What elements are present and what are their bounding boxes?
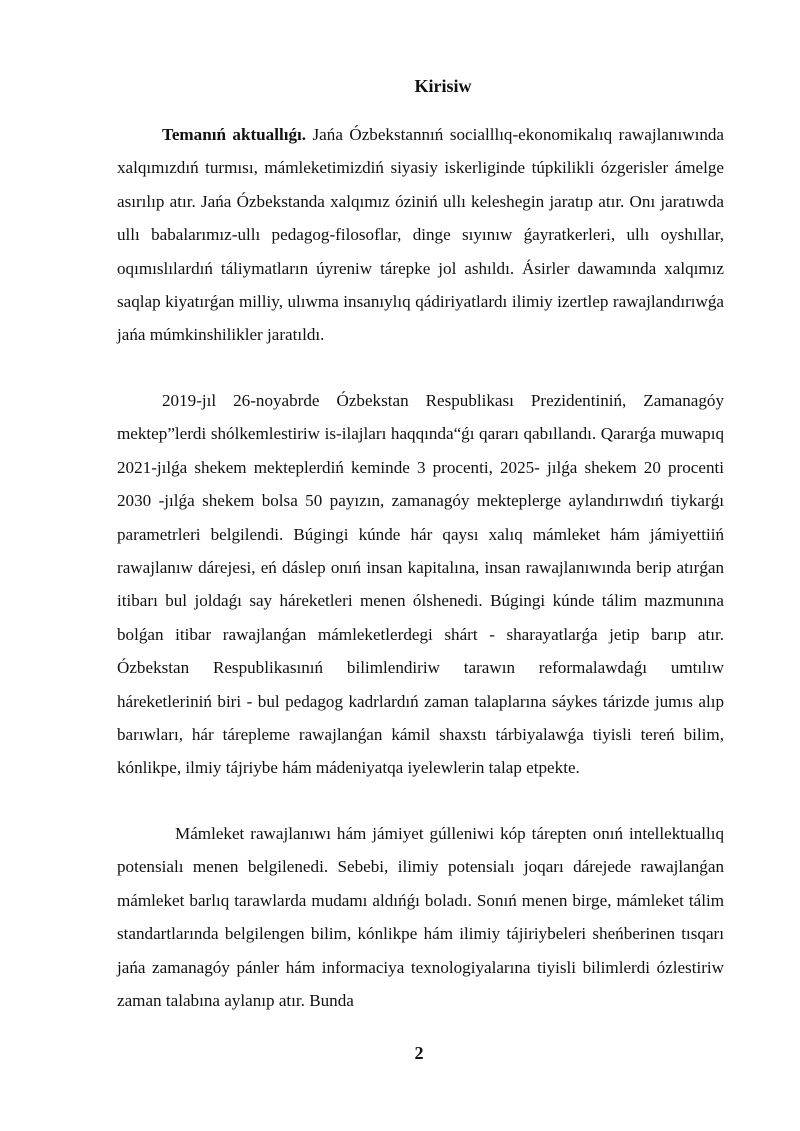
paragraph-3 [117, 817, 724, 1017]
paragraph-3-text: Mámleket rawajlanıwı hám jámiyet gúlleniwi kóp tárepten onıń intellektuallıq potensialı menen belgilenedi. Sebebi, ilimiy potensialı joqarı dárejede rawajlanǵan mámleket barlıq tarawlarda mudamı aldıńǵı boladı. Sonıń menen birge, mámleket tálim standartlarında belgilengen bilim, kónlikpe hám ilimiy tájiriybeleri sheńberinen tısqarı jańa zamanagóy pánler hám informaciya texnologiyalarına tiyisli bilimlerdi ózlestiriw zaman talabına aylanıp atır. Bunda [117, 824, 724, 1011]
paragraph-2-text: 2019-jıl 26-noyabrde Ózbekstan Respublikası Prezidentiniń, Zamanagóy mektep”lerdi shólkemlestiriw is-ilajları haqqında“ǵı qararı qabıllandı. Qararǵa muwapıq 2021-jılǵa shekem mekteplerdiń keminde 3 procenti, 2025- jılǵa shekem 20 procenti 2030 -jılǵa shekem bolsa 50 payızın, zamanagóy mekteplerge aylandırıwdıń tiykarǵı parametrleri belgilendi. Búgingi kúnde hár qaysı xalıq mámleket hám jámiyettiiń rawajlanıw dárejesi, eń dáslep onıń insan kapitalına, insan rawajlanıwında berip atırǵan itibarı bul joldaǵı say háreketleri menen ólshenedi. Búgingi kúnde tálim mazmunına bolǵan itibar rawajlanǵan mámleketlerdegi shárt - sharayatlarǵa jetip barıp atır. Ózbekstan Respublikasınıń bilimlendiriw tarawın reformalawdaǵı umtılıw háreketleriniń biri - bul pedagog kadrlardıń zaman talaplarına sáykes tárizde jumıs alıp barıwları, hár tárepleme rawajlanǵan kámil shaxstı tárbiyalawǵa tiyisli tereń bilim, kónlikpe, ilmiy tájriybe hám mádeniyatqa iyelewlerin talap etpekte. [117, 391, 724, 778]
paragraph-1 [117, 118, 724, 352]
topic-relevance-heading: Temanıń aktuallıǵı. [162, 125, 307, 144]
section-title: Kirisiw [414, 76, 472, 96]
page-number: 2 [414, 1043, 424, 1063]
paragraph-2 [117, 384, 724, 785]
paragraph-1-text: Jańa Ózbekstannıń socialllıq-ekonomikalıq rawajlanıwında xalqımızdıń turmısı, mámleketimizdiń siyasiy iskerliginde túpkilikli ózgerisler ámelge asırılıp atır. Jańa Ózbekstanda xalqımız óziniń ullı keleshegin jaratıp atır. Onı jaratıwda ullı babalarımız-ullı pedagog-filosoflar, dinge sıyınıw ǵayratkerleri, ullı oyshıllar, oqımıslılardıń táliymatların úyreniw tárepke jol ashıldı. Ásirler dawamında xalqımız saqlap kiyatırǵan milliy, ulıwma insanıylıq qádiriyatlardı ilimiy izertlep rawajlandırıwǵa jańa múmkinshilikler jaratıldı. [117, 125, 725, 345]
